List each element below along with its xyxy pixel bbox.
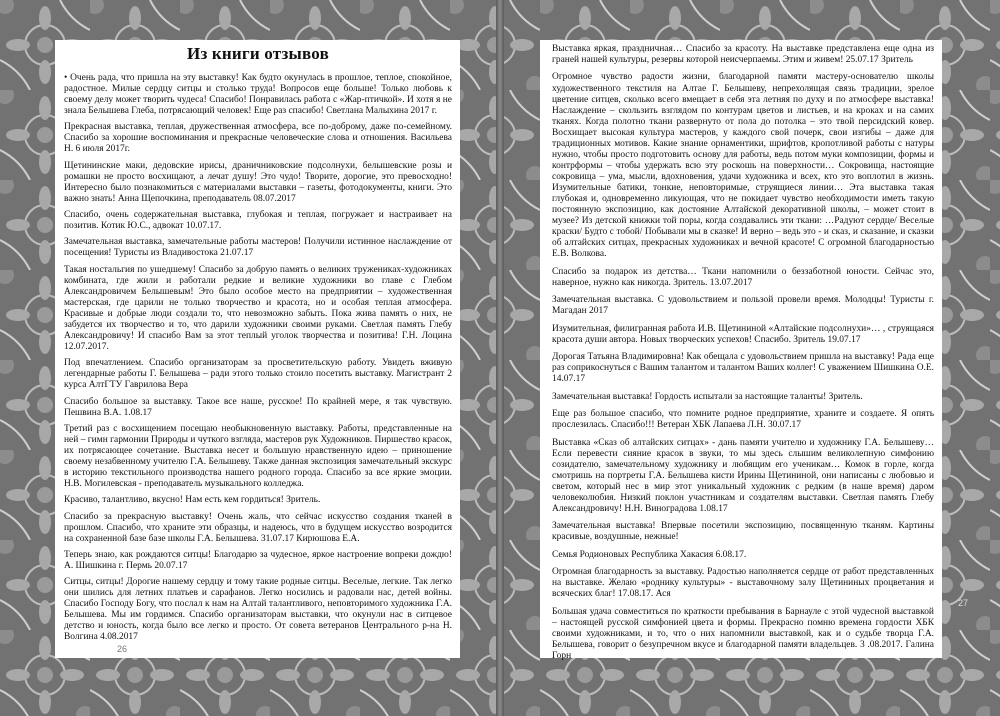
review-entry: Еще раз большое спасибо, что помните родное предприятие, храните и создаете. Я опять прослезилась. Спасибо!!! Ветеран ХБК Лапаева Л.Н. 30.07.17 bbox=[552, 409, 934, 431]
review-entry: Замечательная выставка! Гордость испытали за настоящие таланты! Зритель. bbox=[552, 391, 863, 402]
review-entry: Спасибо за подарок из детства… Ткани напомнили о беззаботной юности. Сейчас это, наверное, нужно как никогда. Зритель. 13.07.2017 bbox=[552, 266, 934, 288]
review-entry: Спасибо, очень содержательная выставка, глубокая и теплая, погружает и настраивает на позитив. Котик Ю.С., адвокат 10.07.17. bbox=[64, 210, 452, 232]
page-number: 27 bbox=[957, 598, 968, 608]
review-entry: Выставка «Сказ об алтайских ситцах» - дань памяти учителю и художнику Г.А. Белышеву… Если перевести сияние красок в звуки, то мы здесь слышим великолепную симфонию созидателю, замечательному художнику и любящим его ученикам… Комок в горле, когда смотришь на портреты Г.А. Белышева кисти Ирины Щетининой, они написаны с любовью и светом, который нес в мир этот уникальный художник с редким (в наше время) даром человеколюбия. Низкий поклон участникам и создателям выставки. Светлая память Глебу Александровичу! Н.Н. Виноградова 1.08.17 bbox=[552, 437, 934, 514]
review-entry: Красиво, талантливо, вкусно! Нам есть кем гордиться! Зритель. bbox=[64, 495, 321, 506]
book-spine bbox=[496, 0, 504, 716]
review-entry: Дорогая Татьяна Владимировна! Как обещала с удовольствием пришла на выставку! Рада еще раз соприкоснуться с Вашим талантом и талантом Ваших коллег! С уважением Шишкина О.Е. 14.07.17 bbox=[552, 352, 934, 385]
review-entry: Замечательная выставка. С удовольствием и пользой провели время. Молодцы! Туристы г. Магадан 2017 bbox=[552, 295, 934, 317]
left-page-panel bbox=[55, 40, 460, 658]
page-number: 26 bbox=[117, 644, 128, 654]
review-entry: Под впечатлением. Спасибо организаторам за просветительскую работу. Увидеть вживую легендарные работы Г. Белышева – ради этого только стоило посетить выставку. Магистрант 2 курса АлтГТУ Гаврилова Вера bbox=[64, 358, 452, 391]
review-entry: Изумительная, филигранная работа И.В. Щетининой «Алтайские подсолнухи»… , струящаяся красота души автора. Новых творческих успехов! Спасибо. Зритель 19.07.17 bbox=[552, 323, 934, 345]
review-entry: Теперь знаю, как рождаются ситцы! Благодарю за чудесное, яркое настроение вопреки дождю! А. Шишкина г. Пермь 20.07.17 bbox=[64, 549, 452, 571]
review-entry: Прекрасная выставка, теплая, дружественная атмосфера, все по-доброму, даже по-семейному. Спасибо за хорошие воспоминания и прекрасные человеческие слова и отношения. Васильева Н. 6 июля 2017г. bbox=[64, 122, 452, 155]
review-entry: Спасибо большое за выставку. Такое все наше, русское! По крайней мере, я так чувствую. Пешвина В.А. 1.08.17 bbox=[64, 396, 452, 418]
review-entry: Выставка яркая, праздничная… Спасибо за красоту. На выставке представлена еще одна из граней нашей культуры, резервы которой неисчерпаемы. Этим и живем! 25.07.17 Зритель bbox=[552, 44, 934, 66]
review-entry: Щетининские маки, дедовские ирисы, драничниковские подсолнухи, белышевские розы и ромашки не просто восхищают, а лечат душу! Это чудо! Творите, дорогие, это превосходно! Интересно было познакомиться с материалами выставки – газеты, фотодокументы, книги. Это важно знать! Анна Щепочкина, преподаватель 08.07.2017 bbox=[64, 160, 452, 204]
review-entry: Большая удача совместиться по краткости пребывания в Барнауле с этой чудесной выставкой – настоящей русской симфонией цвета и формы. Прекрасно помню времена гордости ХБК своими художниками, и то, что о них напомнили выставкой, как и о судьбе творца Г.А. Белышева, говорит о безупречном вкусе и благодарной памяти владельцев. 3 .08.2017. Галина Горн bbox=[552, 606, 934, 661]
review-entry: Семья Родионовых Республика Хакасия 6.08.17. bbox=[552, 549, 747, 560]
right-page-panel bbox=[540, 40, 968, 661]
review-entry: Огромная благодарность за выставку. Радостью наполняется сердце от работ представленных на выставке. Желаю «роднику культуры» - выставочному залу Щетининых процветания и всяческих благ! 17.08.17. Ася bbox=[552, 567, 934, 600]
review-entry: Огромное чувство радости жизни, благодарной памяти мастеру-основателю школы художественного текстиля на Алтае Г. Белышеву, непрехолящая связь традиции, зрелое цветение ситцев, сколько всего вмещает в себя эта летняя по духу и по атмосфере выставка! Наслаждение – скользить взглядом по контурам цветов и листьев, и на кроках и на самих тканях. Когда полотно ткани развернуто от пола до потолка – это твой персидский ковер. Восхищает высокая культура мастеров, у каждого свой почерк, свои изгибы – даже для традиционных мотивов. Какие знание орнаментики, шрифтов, кропотливой работы с натуры нужно, чтобы просто подготовить основу для работы, ведь потом муки композиции, формы и контрформы – чтобы удержать всю эту роскошь на поверхности… Сокровища, настоящие сокровища – ума, мысли, вдохновения, удачи художника и всех, кто это воплотил в жизнь. Изумительные батики, тонкие, неповторимые, струящиеся линии… Эта выставка такая глубокая и, одновременно ликующая, что не покидает чувство необходимости иметь такую постоянную экспозицию, как достояние Алтайской декоративной школы, – может стоит в музее? Из детской книжки той поры, когда создавались эти ткани: …Радуют сердце/ Веселые краски/ Будто с тобой/ Побывали мы в сказке! И верно – ведь это - и сказ, и сказание, и сказки об алтайских ситцах, прекрасных художниках и вечной красоте! С огромной благодарностью Е.В. Волкова. bbox=[552, 72, 934, 260]
review-entry: • Очень рада, что пришла на эту выставку! Как будто окунулась в прошлое, теплое, спокойное, радостное. Милые сердцу ситцы и столько труда! Вопросов еще больше! Только любовь к своему делу может творить чудеса! Спасибо! Понравилась работа с «Жар-птичкой». И хотя я не знала Белышева Глеба, потрясающий человек! Еще раз спасибо! Светлана Малыхина 2017 г. bbox=[64, 73, 452, 117]
review-entry: Такая ностальгия по ушедшему! Спасибо за добрую память о великих тружениках-художниках комбината, где жили и работали редкие и великие художники во главе с Глебом Александровичем Белышевым! Это было особое место на предприятии – художественная мастерская, где царили не только творчество и красота, но и особая теплая атмосфера. Красивые и добрые люди создали то, что невозможно забыть. Пока жива память о них, не забудется их творчество и то, что дарили художники своими руками. Светлая память Глебу Александровичу! И спасибо Вам за этот теплый уголок творчества и позитива! Г.Н. Лоцина 12.07.2017. bbox=[64, 264, 452, 352]
review-entry: Третий раз с восхищением посещаю необыкновенную выставку. Работы, представленные на ней – гимн гармонии Природы и чуткого взгляда, мастеров рук Художников. Пиршество красок, их потрясающее сочетание. Выставка несет и большую нравственную идею – приношение своему незабвенному учителю Г.А. Белышеву. Также данная экспозиция замечательный экскурс в историю текстильного производства нашего родного города. Спасибо за все яркие эмоции. Н.В. Могилевская - преподаватель музыкального колледжа. bbox=[64, 423, 452, 490]
review-entry: Ситцы, ситцы! Дорогие нашему сердцу и тому такие родные ситцы. Веселые, легкие. Так легко они шились для летних платьев и сарафанов. Легко носились и радовали нас, детей войны. Спасибо Господу Богу, что послал к нам на Алтай талантливого, неповторимого художника Г.А. Белышева. Мы им гордимся. Спасибо организаторам выставки, что окунули нас в ситцевое детство и юность, когда было все легко и просто. От совета ветеранов Центрального р-на Н. Волгина 4.08.2017 bbox=[64, 577, 452, 643]
review-entry: Спасибо за прекрасную выставку! Очень жаль, что сейчас искусство создания тканей в прошлом. Спасибо, что храните эти образцы, и надеюсь, что в будущем искусство возродится на сохраненной базе базе школы Г.А. Белышева. 31.07.17 Кирюшова Е.А. bbox=[64, 511, 452, 544]
review-entry: Замечательная выставка! Впервые посетили экспозицию, посвященную тканям. Картины красивые, воздушные, нежные! bbox=[552, 521, 934, 543]
review-entry: Замечательная выставка, замечательные работы мастеров! Получили истинное наслаждение от посещения! Туристы из Владивостока 21.07.17 bbox=[64, 237, 452, 259]
page-title: Из книги отзывов bbox=[187, 44, 329, 63]
